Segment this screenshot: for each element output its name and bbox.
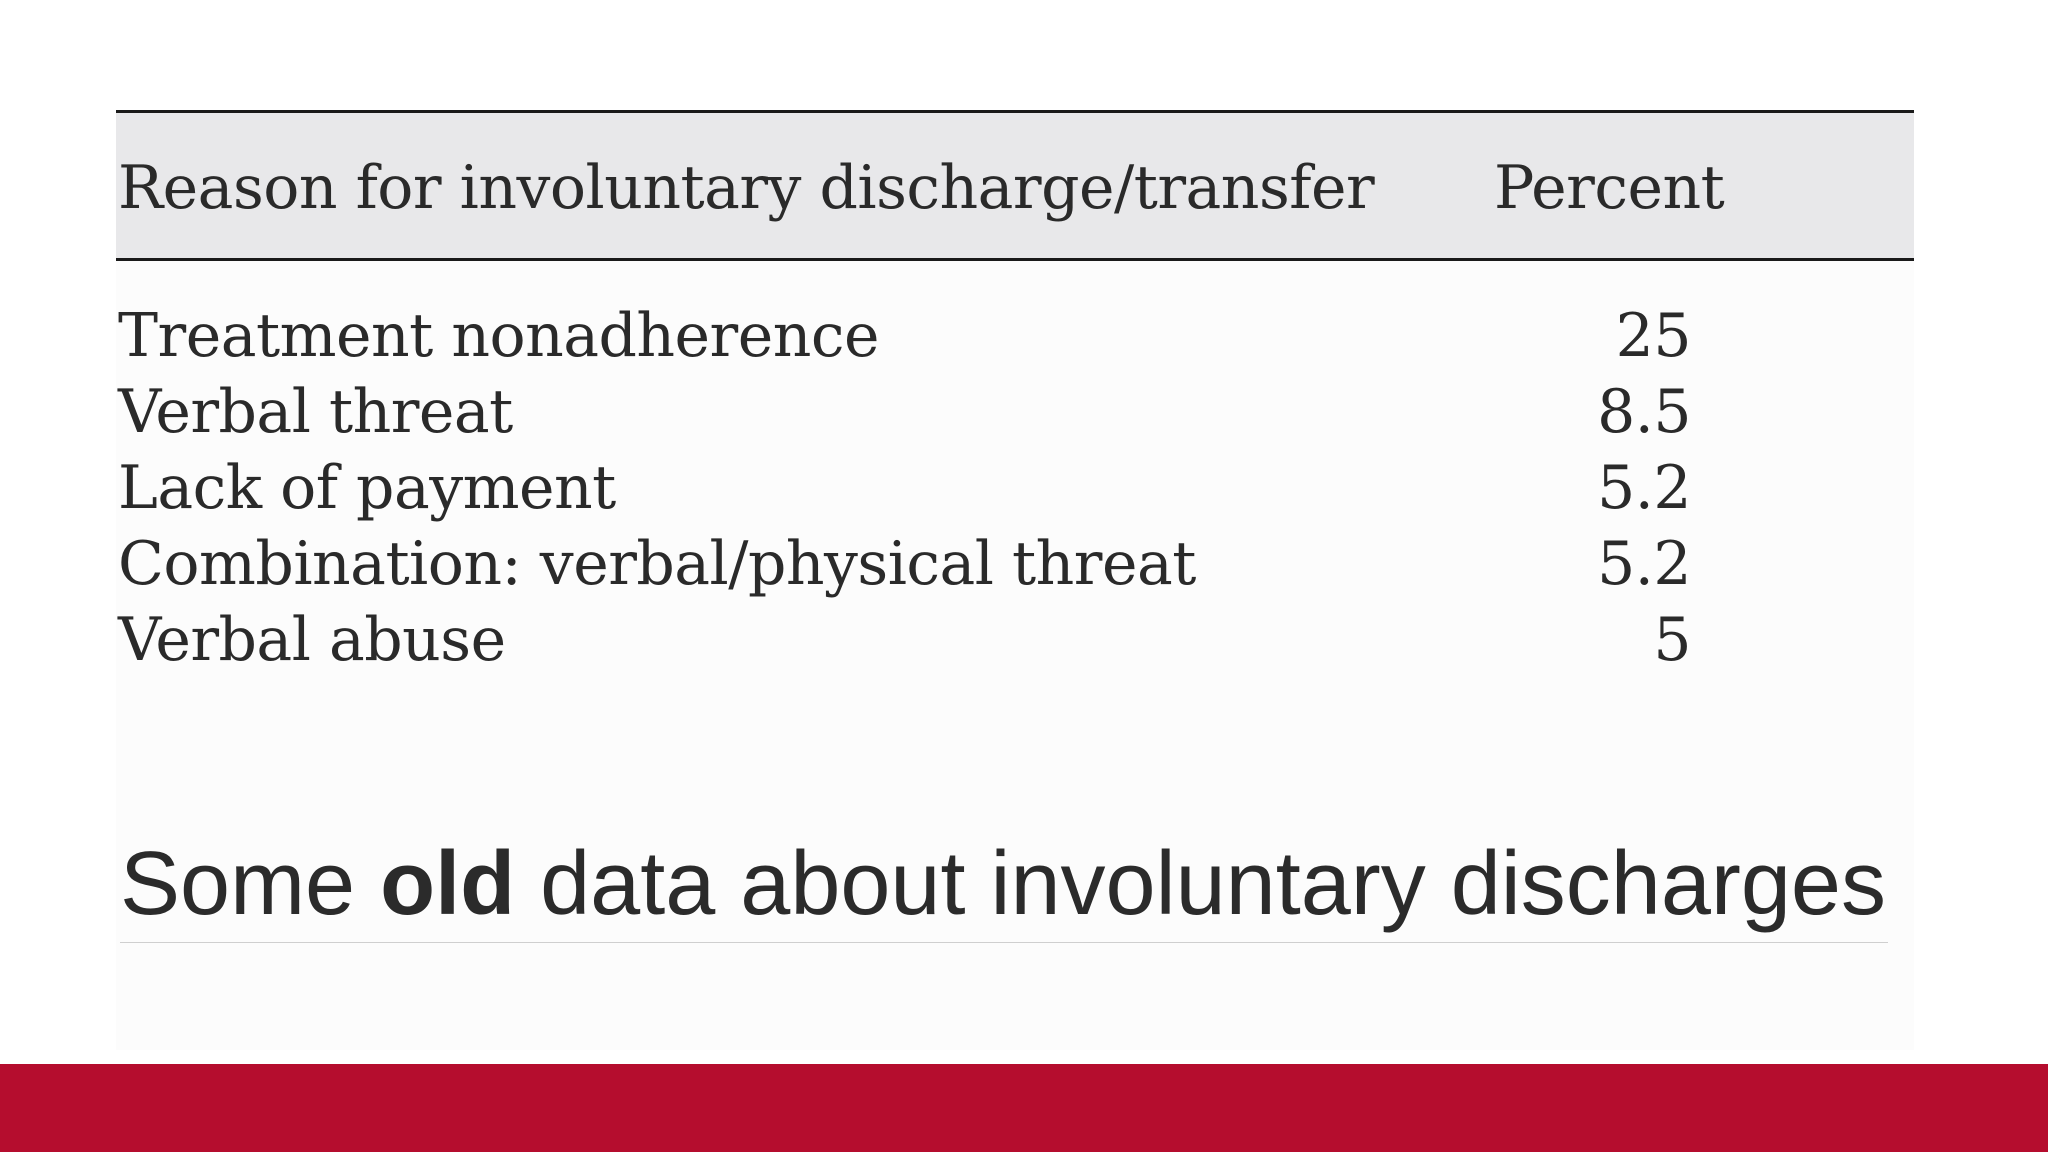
row-reason: Lack of payment	[118, 453, 616, 523]
table-row	[116, 298, 1914, 374]
footer-bar	[0, 1064, 2048, 1152]
row-percent: 25	[1615, 301, 1691, 371]
slide-title-emphasis: old	[380, 834, 516, 934]
row-reason: Combination: verbal/physical threat	[118, 529, 1196, 599]
table-row	[116, 450, 1914, 526]
row-reason: Verbal threat	[118, 377, 513, 447]
slide-title-after: data about involuntary discharges	[515, 834, 1886, 934]
table-row	[116, 602, 1914, 678]
table-row	[116, 526, 1914, 602]
table-body	[116, 298, 1914, 678]
slide-title-before: Some	[120, 834, 381, 934]
column-header-reason: Reason for involuntary discharge/transfer	[118, 153, 1375, 223]
row-percent: 8.5	[1597, 377, 1691, 447]
row-reason: Treatment nonadherence	[118, 301, 880, 371]
table-header-rule	[116, 258, 1914, 261]
row-percent: 5.2	[1597, 529, 1691, 599]
slide-title	[120, 832, 1886, 936]
title-underline	[120, 942, 1888, 943]
row-reason: Verbal abuse	[118, 605, 506, 675]
row-percent: 5	[1653, 605, 1691, 675]
row-percent: 5.2	[1597, 453, 1691, 523]
table-row	[116, 374, 1914, 450]
column-header-percent: Percent	[1494, 153, 1725, 223]
